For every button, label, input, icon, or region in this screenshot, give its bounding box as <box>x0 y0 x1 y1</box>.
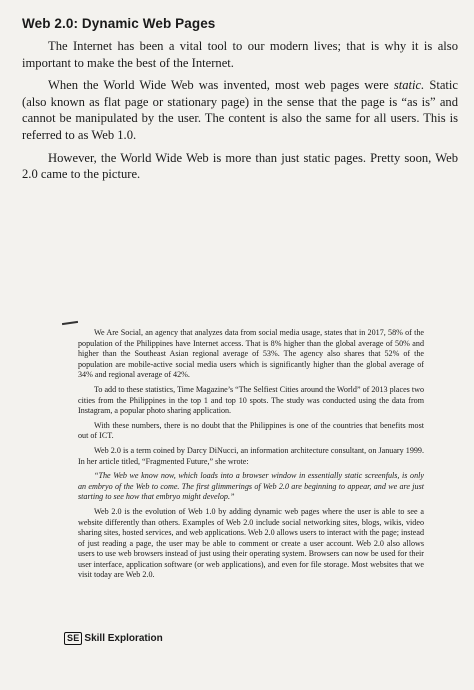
paragraph-static <box>22 77 458 143</box>
main-text <box>22 38 458 189</box>
box-paragraph-selfie: To add to these statistics, Time Magazine’s “The Selfiest Cities around the World” of 2013 places two cities from the Philippines in the top 1 and top 10 spots. The study was conducted using the data from Instagram, a popular photo sharing application. <box>78 384 424 416</box>
box-paragraph-stats: We Are Social, an agency that analyzes data from social media usage, states that in 2017, 58% of the population of the Philippines have Internet access. That is 8% higher than the global average of 50% and higher than the Southeast Asian regional average of 53%. The agency also shares that 52% of the population are mobile-active social media users which is significantly higher than the global average of 34% and regional average of 42%. <box>78 328 424 380</box>
infobox-text <box>78 328 424 585</box>
box-quote: “The Web we know now, which loads into a browser window in essentially static screenfuls, is only an embryo of the Web to come. The first glimmerings of Web 2.0 are beginning to appear, and we are just starting to see how that embryo might develop.” <box>78 471 424 502</box>
paragraph-static-lead: When the World Wide Web was invented, most web pages were <box>48 78 389 93</box>
paragraph-static-rest: Static (also known as flat page or stationary page) in the sense that the page is “as is” and cannot be manipulated by the user. The content is also the same for all users. This is referred to as Web 1.0. <box>22 78 458 142</box>
footer-section-label <box>64 632 163 645</box>
static-term: static. <box>393 78 425 93</box>
paragraph-web2: However, the World Wide Web is more than just static pages. Pretty soon, Web 2.0 came to the picture. <box>22 150 458 182</box>
section-heading: Web 2.0: Dynamic Web Pages <box>22 16 216 31</box>
se-badge: SE <box>64 632 82 645</box>
paragraph-intro: The Internet has been a vital tool to our modern lives; that is why it is also important to make the best of the Internet. <box>22 39 458 70</box>
box-paragraph-ict: With these numbers, there is no doubt that the Philippines is one of the countries that benefits most out of ICT. <box>78 420 424 441</box>
box-paragraph-evolution: Web 2.0 is the evolution of Web 1.0 by adding dynamic web pages where the user is able to see a website differently than others. Examples of Web 2.0 include social networking sites, blogs, wikis, video sharing sites, hosted services, and web applications. Web 2.0 allows users to interact with the page; instead of just reading a page, the user may be able to comment or create a user account. Web 2.0 also allows users to use web browsers instead of just using their operating system. Browsers can now be used for their user interface, application software (or web applications), and even for file storage. Most websites that we visit today are Web 2.0. <box>78 506 424 580</box>
box-paragraph-dinucci: Web 2.0 is a term coined by Darcy DiNucci, an information architecture consultant, on January 1999. In her article titled, “Fragmented Future,” she wrote: <box>78 445 424 466</box>
footer-label: Skill Exploration <box>84 633 163 644</box>
pen-mark <box>62 321 78 325</box>
